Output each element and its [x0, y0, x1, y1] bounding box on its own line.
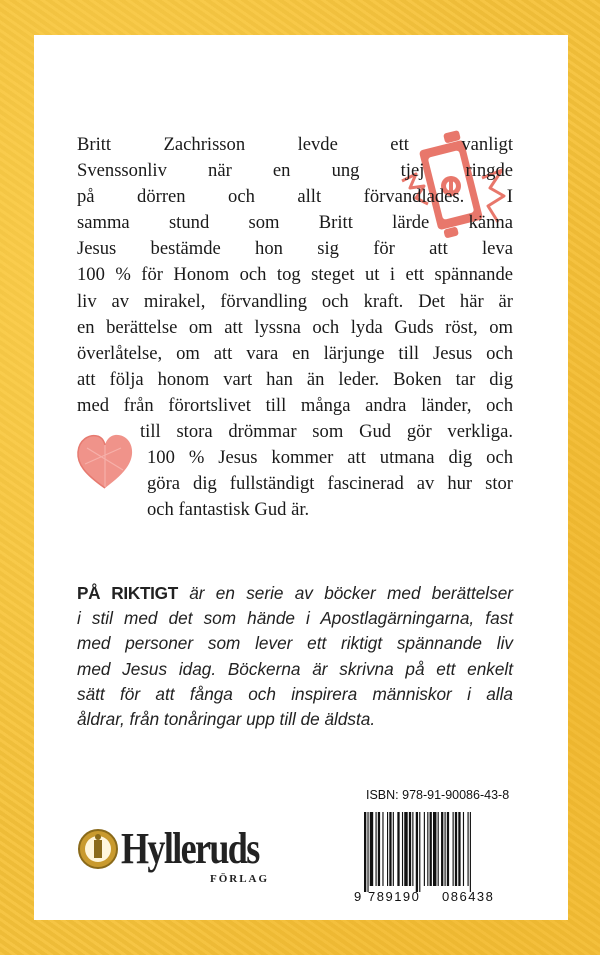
barcode-bar [419, 812, 420, 892]
isbn-barcode [350, 808, 516, 904]
blurb-line: göra dig fullständigt fascinerad av hur stor [147, 473, 513, 495]
blurb-line: på dörren och allt förvandlades. I [77, 186, 513, 208]
publisher-subtitle: FÖRLAG [210, 873, 270, 885]
blurb-line: och fantastisk Gud är. [147, 499, 310, 521]
back-cover-blurb [77, 132, 513, 523]
barcode-bar [458, 812, 460, 886]
series-line [77, 581, 513, 606]
blurb-line: en berättelse om att lyssna och lyda Guds röst, om [77, 316, 513, 338]
blurb-line: att följa honom vart han än leder. Boken tar dig [77, 368, 513, 390]
barcode-bar [453, 812, 454, 886]
barcode-bar [416, 812, 418, 892]
publisher-logo [77, 823, 307, 895]
series-line: i stil med det som hände i Apostlagärningarna, fast [77, 608, 513, 629]
blurb-line: 100 % för Honom och tog steget ut i ett spännande [77, 264, 513, 286]
barcode-bar [470, 812, 471, 892]
barcode-bar [455, 812, 457, 886]
series-line: med personer som lever ett riktigt spännande liv [77, 633, 513, 654]
series-brand: PÅ RIKTIGT [77, 583, 178, 603]
barcode-bar [412, 812, 413, 886]
barcode-bar [441, 812, 443, 886]
blurb-line: Svenssonliv när en ung tjej ringde [77, 160, 513, 182]
barcode-bar [370, 812, 373, 886]
barcode-bar [409, 812, 411, 886]
barcode-bar [389, 812, 391, 886]
barcode-bar [433, 812, 436, 886]
isbn-label: ISBN: 978-91-90086-43-8 [366, 788, 510, 802]
barcode-bar [468, 812, 469, 886]
blurb-line: liv av mirakel, förvandling och kraft. Det här är [77, 290, 513, 312]
barcode-digits-left: 789190 [368, 889, 421, 904]
blurb-line: 100 % Jesus kommer att utmana dig och [147, 447, 513, 469]
barcode-bar [402, 812, 403, 886]
barcode-bar [382, 812, 383, 886]
publisher-emblem-icon [77, 828, 119, 870]
blurb-line: till stora drömmar som Gud gör verkliga. [140, 421, 513, 443]
barcode-bar [438, 812, 439, 886]
barcode-bar [427, 812, 428, 886]
barcode-bar [445, 812, 446, 886]
blurb-line: Jesus bestämde hon sig för att leva [77, 238, 513, 260]
barcode-bar [430, 812, 432, 886]
series-line: med Jesus idag. Böckerna är skrivna på ett enkelt [77, 658, 513, 679]
barcode-bar [387, 812, 388, 886]
barcode-bar [447, 812, 449, 886]
blurb-line: Britt Zachrisson levde ett vanligt [77, 134, 513, 155]
series-line: åldrar, från tonåringar upp till de äldsta. [77, 708, 376, 729]
barcode-bar [378, 812, 380, 886]
series-line: sätt för att fånga och inspirera människor i alla [77, 683, 513, 704]
barcode-digits-right: 086438 [442, 889, 495, 904]
barcode-bar [424, 812, 425, 886]
series-description [77, 581, 513, 732]
barcode-bar [367, 812, 368, 892]
barcode-bar [463, 812, 464, 886]
publisher-name: Hylleruds [121, 824, 259, 873]
barcode-bar [397, 812, 399, 886]
barcode-bar [364, 812, 366, 892]
barcode-bar [376, 812, 377, 886]
barcode-digit-first: 9 [354, 889, 362, 904]
blurb-line: med från förortslivet till många andra länder, och [77, 394, 513, 416]
series-line-text: är en serie av böcker med berättelser [189, 583, 513, 603]
blurb-line: samma stund som Britt lärde känna [77, 212, 513, 234]
barcode-bar [404, 812, 407, 886]
blurb-line: överlåtelse, om att vara en lärjunge till Jesus och [77, 342, 513, 364]
barcode-bar [393, 812, 394, 886]
